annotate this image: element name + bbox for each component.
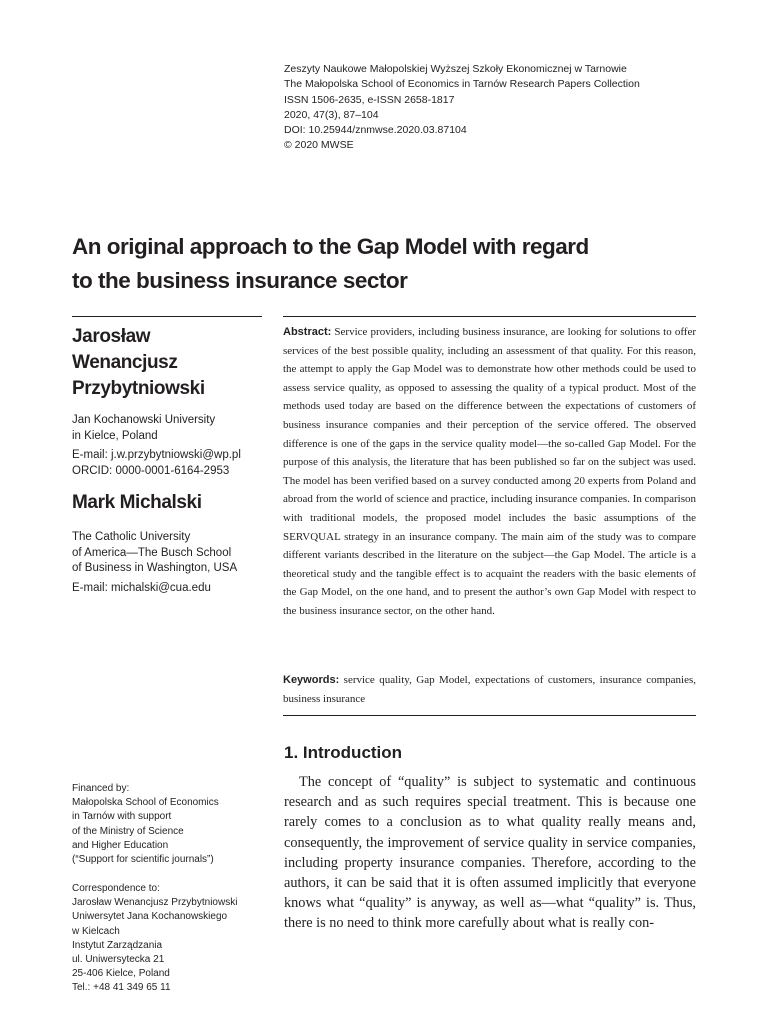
paper-title bbox=[72, 230, 712, 298]
divider-abstract-bottom bbox=[283, 715, 696, 716]
journal-header bbox=[284, 62, 724, 154]
journal-name-polish: Zeszyty Naukowe Małopolskiej Wyższej Szkoły Ekonomicznej w Tarnowie bbox=[284, 63, 627, 75]
divider-abstract-top bbox=[283, 316, 696, 317]
journal-name-english: The Małopolska School of Economics in Tarnów Research Papers Collection bbox=[284, 78, 640, 91]
divider-left bbox=[72, 316, 262, 317]
author-affiliation-2: The Catholic University of America—The Busch School of Business in Washington, USA E-mail: michalski@cua.edu bbox=[72, 530, 262, 596]
introduction-paragraph: The concept of “quality” is subject to systematic and continuous research and as such requires special treatment. This is because one rarely comes to a conclusion as to what quality really means and, consequently, the improvement of service quality in service companies, including property insurance companies. Therefore, according to the authors, it can be said that it is often assumed implicitly that everyone knows what “quality” is anyway, as well as—what “quality” is. Thus, there is no need to think more carefully about what is really con- bbox=[284, 774, 696, 932]
keywords-label: Keywords: bbox=[283, 674, 340, 686]
author-affiliation-1: Jan Kochanowski University in Kielce, Poland E-mail: j.w.przybytniowski@wp.pl ORCID: 0000-0001-6164-2953 bbox=[72, 413, 262, 479]
abstract-label: Abstract: bbox=[283, 326, 332, 338]
journal-copyright: © 2020 MWSE bbox=[284, 139, 354, 152]
correspondence-block: Correspondence to: Jarosław Wenancjusz Przybytniowski Uniwersytet Jana Kochanowskiego w Kielcach Instytut Zarządzania ul. Uniwersytecka 21 25-406 Kielce, Poland Tel.: +48 41 349 65 11 bbox=[72, 883, 238, 994]
author-email-1[interactable]: E-mail: j.w.przybytniowski@wp.pl bbox=[72, 449, 241, 461]
abstract bbox=[283, 323, 696, 621]
funding-note: Financed by: Małopolska School of Economics in Tarnów with support of the Ministry of Science and Higher Education (“Support for scientific journals”) bbox=[72, 783, 219, 866]
journal-issn: ISSN 1506-2635, e-ISSN 2658-1817 bbox=[284, 93, 455, 106]
journal-doi[interactable]: DOI: 10.25944/znmwse.2020.03.87104 bbox=[284, 124, 467, 137]
paper-title-line-1: An original approach to the Gap Model with regard bbox=[72, 234, 589, 259]
keywords-text: service quality, Gap Model, expectations of customers, insurance companies, business insurance bbox=[283, 674, 696, 705]
author-name-1: Jarosław Wenancjusz Przybytniowski bbox=[72, 326, 205, 399]
section-heading-introduction: 1. Introduction bbox=[284, 743, 403, 762]
author-orcid-1[interactable]: ORCID: 0000-0001-6164-2953 bbox=[72, 464, 230, 477]
author-email-2[interactable]: E-mail: michalski@cua.edu bbox=[72, 581, 211, 594]
journal-volume: 2020, 47(3), 87–104 bbox=[284, 108, 379, 121]
paper-title-line-2: to the business insurance sector bbox=[72, 268, 408, 293]
author-name-2: Mark Michalski bbox=[72, 492, 202, 513]
abstract-text: Service providers, including business insurance, are looking for solutions to offer services of the best possible quality, including an assessment of that quality. For this reason, the attempt to apply the Gap Model was to demonstrate how other methods could be used to assess service quality, as opposed to assessing the quality of a typical product. Most of the methods used today are based on the difference between the expectations of customers of business insurance companies and their perception of the service offered. The observed difference is one of the gaps in the service quality model—the so-called Gap Model. For the purpose of this analysis, the literature that has been published so far on the subject was used. The model has been verified based on a survey conducted among 20 experts from Poland and abroad from the world of science and practice, including insurance companies. In comparison with traditional models, the proposed model includes the basic assumptions of the SERVQUAL strategy in an insurance company. The main aim of the study was to compare different variants described in the literature on the subject—the Gap Model. The article is a theoretical study and the tangible effect is to acquaint the readers with the basic elements of the Gap Model, on the one hand, and to present the author’s own Gap Model with respect to the business insurance sector, on the other hand. bbox=[283, 326, 696, 617]
keywords bbox=[283, 671, 696, 708]
